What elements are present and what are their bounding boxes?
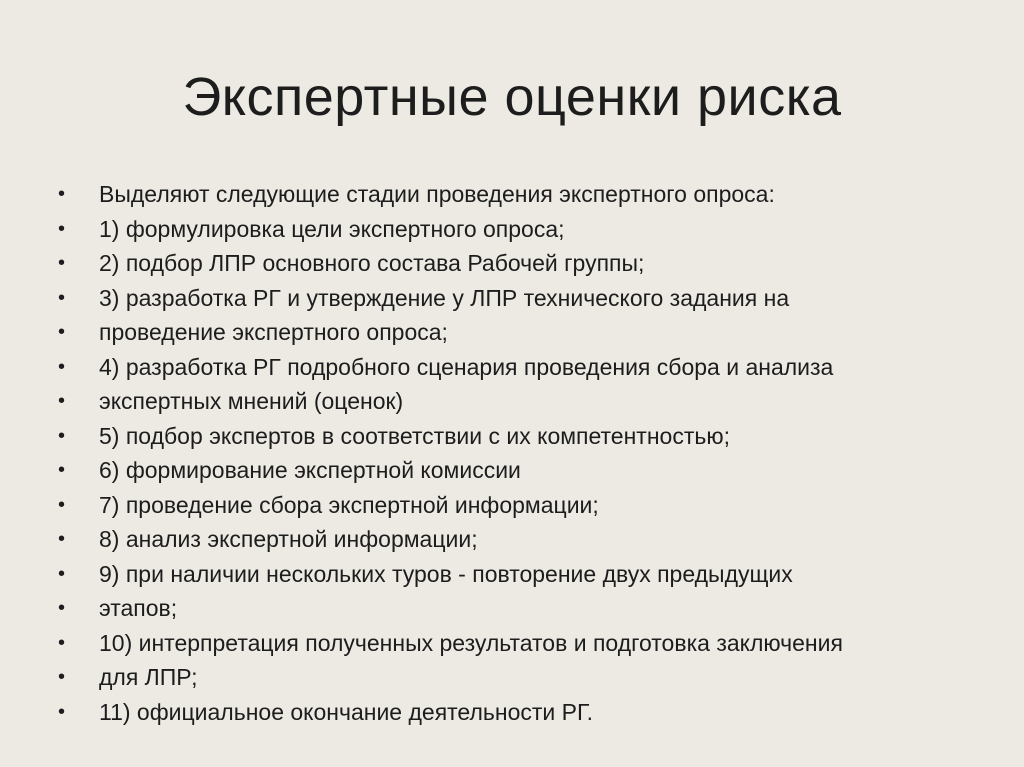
list-item-text: Выделяют следующие стадии проведения экспертного опроса: — [99, 181, 775, 207]
slide-title: Экспертные оценки риска — [182, 67, 842, 127]
bullet-icon: • — [58, 631, 66, 654]
list-item — [58, 281, 978, 316]
bullet-icon: • — [58, 321, 66, 343]
list-item — [58, 488, 978, 523]
bullet-icon: • — [58, 597, 66, 619]
list-item-text: 8) анализ экспертной информации; — [99, 526, 478, 552]
bullet-icon: • — [58, 424, 66, 447]
list-item — [58, 212, 978, 247]
bullet-icon: • — [58, 493, 66, 516]
list-item-text: 6) формирование экспертной комиссии — [99, 457, 521, 483]
bullet-icon: • — [58, 286, 66, 309]
list-item — [58, 384, 978, 419]
list-item-text: 11) официальное окончание деятельности РГ. — [99, 698, 594, 725]
list-item-text: 3) разработка РГ и утверждение у ЛПР технического задания на — [99, 284, 790, 311]
bullet-icon: • — [58, 390, 66, 412]
list-item — [58, 350, 978, 385]
list-item — [58, 315, 978, 350]
bullet-icon: • — [58, 252, 66, 274]
list-item — [58, 557, 978, 592]
bullet-icon: • — [58, 562, 66, 585]
bullet-icon: • — [58, 459, 66, 481]
list-item-text: экспертных мнений (оценок) — [99, 388, 404, 414]
list-item — [58, 660, 978, 695]
list-item — [58, 453, 978, 488]
bullet-icon: • — [58, 700, 66, 723]
list-item-text: 7) проведение сбора экспертной информации; — [99, 491, 599, 518]
list-item-text: 4) разработка РГ подробного сценария проведения сбора и анализа — [99, 353, 834, 380]
list-item-text: 5) подбор экспертов в соответствии с их компетентностью; — [99, 422, 730, 449]
list-item — [58, 522, 978, 557]
list-item — [58, 419, 978, 454]
list-item — [58, 591, 978, 626]
list-item-text: этапов; — [99, 595, 178, 621]
list-item-text: для ЛПР; — [99, 664, 198, 690]
bullet-icon: • — [58, 355, 66, 378]
list-item-text: 10) интерпретация полученных результатов и подготовка заключения — [99, 629, 843, 656]
bullet-icon: • — [58, 183, 66, 205]
list-item-text: 9) при наличии нескольких туров - повторение двух предыдущих — [99, 560, 793, 587]
list-item — [58, 246, 978, 281]
list-item-text: проведение экспертного опроса; — [99, 319, 448, 345]
bullet-icon: • — [58, 528, 66, 550]
list-item — [58, 626, 978, 661]
list-item-text: 1) формулировка цели экспертного опроса; — [99, 215, 565, 242]
bullet-icon: • — [58, 666, 66, 688]
list-item — [58, 177, 978, 212]
bullet-icon: • — [58, 217, 66, 240]
bullet-list — [58, 177, 978, 729]
list-item — [58, 695, 978, 730]
list-item-text: 2) подбор ЛПР основного состава Рабочей группы; — [99, 250, 645, 276]
